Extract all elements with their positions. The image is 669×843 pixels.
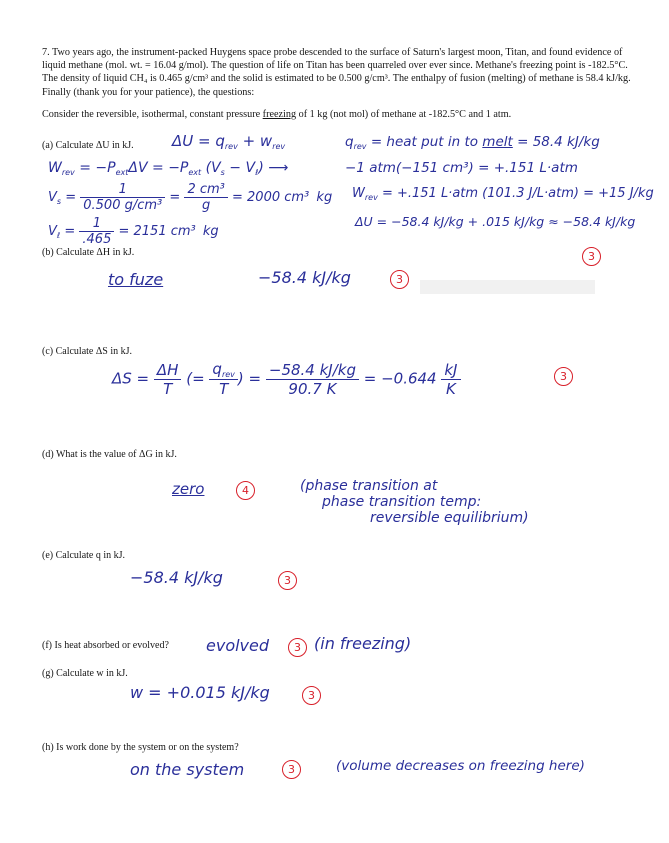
question-d: (d) What is the value of ΔG in kJ. xyxy=(42,449,177,460)
answer-a-line1: $\Delta U = q_{rev} + w_{rev}$ xyxy=(172,132,286,151)
question-g: (g) Calculate w in kJ. xyxy=(42,668,128,679)
answer-a-qdef: $q_{rev}$ = heat put in to melt = 58.4 kJ/kg xyxy=(345,134,600,151)
question-f: (f) Is heat absorbed or evolved? xyxy=(42,640,169,651)
answer-f-note: (in freezing) xyxy=(314,634,412,653)
question-a: (a) Calculate ΔU in kJ. xyxy=(42,140,134,151)
answer-f: evolved xyxy=(206,636,270,655)
answer-c: ΔS = $\frac{\Delta H}{T}$ (= $\frac{q_{rev}}{T}$ ) = $\frac{-58.4 kJ/kg}{90.7 K}$ = −0.644 $\frac{kJ}{K}$ xyxy=(112,360,461,398)
score-d: 4 xyxy=(236,481,255,500)
answer-g: w = +0.015 kJ/kg xyxy=(130,683,270,702)
answer-a-work1: −1 atm(−151 cm³) = +.151 L·atm xyxy=(345,160,578,176)
answer-a-vl: $V_\ell$ = $\frac{1}{.465}$ = 2151 cm³ kg xyxy=(48,216,219,247)
answer-b: −58.4 kJ/kg xyxy=(258,268,351,287)
question-c: (c) Calculate ΔS in kJ. xyxy=(42,346,133,357)
answer-h: on the system xyxy=(130,760,245,779)
answer-a-work2: $W_{rev} = +.151$ L·atm (101.3 J/L·atm) = +15 J/kg xyxy=(352,186,654,202)
question-b: (b) Calculate ΔH in kJ. xyxy=(42,247,135,258)
scan-artifact xyxy=(420,280,595,294)
consider-freezing: freezing xyxy=(262,109,297,120)
score-h: 3 xyxy=(282,760,301,779)
answer-d-note3: reversible equilibrium) xyxy=(370,510,529,526)
score-a: 3 xyxy=(582,247,601,266)
answer-d: zero xyxy=(172,480,205,498)
answer-d-note1: (phase transition at xyxy=(300,478,438,494)
consider-text: Consider the reversible, isothermal, constant pressure xyxy=(42,109,263,120)
problem-intro: 7. Two years ago, the instrument-packed Huygens space probe descended to the surface of Saturn's largest moon, Titan, and found evidence of liquid methane (mol. wt. = 16.04 g/mol). The question of life on Titan has been quarreled over ever since. Methane's freezing point is -182.5°C. The density of liquid CH₄ is 0.465 g/cm³ and the solid is estimated to be 0.500 g/cm³. The enthalpy of fusion (melting) of methane is 58.4 kJ/kg. Finally (thank you for your patience), the questions: xyxy=(42,47,631,98)
score-g: 3 xyxy=(302,686,321,705)
score-f: 3 xyxy=(288,638,307,657)
answer-a-du: ΔU = −58.4 kJ/kg + .015 kJ/kg ≈ −58.4 kJ/kg xyxy=(355,214,636,229)
problem-statement xyxy=(42,108,642,121)
answer-d-note2: phase transition temp: xyxy=(322,494,482,510)
answer-e: −58.4 kJ/kg xyxy=(130,568,223,587)
consider-text-end: of 1 kg (not mol) of methane at -182.5°C and 1 atm. xyxy=(296,109,512,120)
question-e: (e) Calculate q in kJ. xyxy=(42,550,126,561)
answer-a-line2: $W_{rev} = -P_{ext}\Delta V = -P_{ext}$ $(V_s - V_\ell)$ ⟶ xyxy=(48,160,289,177)
question-h: (h) Is work done by the system or on the system? xyxy=(42,742,239,753)
score-e: 3 xyxy=(278,571,297,590)
answer-a-vs: $V_s$ = $\frac{1}{\text{0.500 g/cm³}}$ = $\frac{\text{2 cm³}}{g}$ = 2000 cm³ kg xyxy=(48,182,333,213)
score-c: 3 xyxy=(554,367,573,386)
answer-b-fuze: to fuze xyxy=(108,270,164,289)
answer-h-note: (volume decreases on freezing here) xyxy=(336,758,585,774)
score-b: 3 xyxy=(390,270,409,289)
